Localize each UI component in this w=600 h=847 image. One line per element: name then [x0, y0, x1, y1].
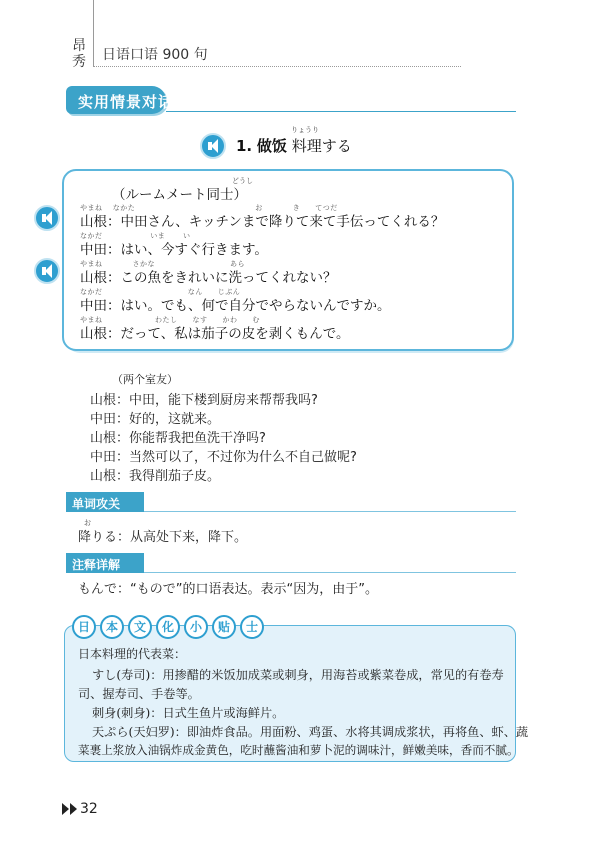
dialog-ruby: なかだ なん じぶん	[80, 288, 241, 296]
dialog-line-jp: 中田：はい。でも、何で自分でやらないんですか。	[80, 298, 391, 314]
culture-line: 天ぷら(天妇罗)：即油炸食品。用面粉、鸡蛋、水将其调成浆状，再将鱼、虾、蔬	[92, 725, 529, 739]
vocab-rule	[144, 511, 516, 512]
dialog-line-cn: 山根：我得削茄子皮。	[90, 469, 221, 484]
culture-line: 菜裹上浆放入油锅炸成金黄色，吃时蘸酱油和萝卜泥的调味汁，鲜嫩美味，香而不腻。	[78, 743, 519, 757]
audio-speaker-icon[interactable]	[200, 133, 226, 159]
culture-line: 司、握寿司、手卷等。	[78, 687, 200, 701]
audio-speaker-icon[interactable]	[34, 205, 60, 231]
vocab-entry: 降りる：从高处下来，降下。	[78, 530, 248, 545]
dialog-scene-jp: （ルームメート同士）	[112, 187, 247, 203]
notes-rule	[144, 572, 516, 573]
series-brand: 昂秀	[72, 38, 86, 70]
dialog-line-cn: 中田：好的，这就来。	[90, 412, 221, 427]
culture-title-char: 贴	[212, 615, 236, 639]
section-rule	[166, 111, 516, 112]
culture-title-char: 士	[240, 615, 264, 639]
culture-heading: 日本料理的代表菜：	[78, 647, 187, 661]
lesson-ruby: りょうり	[291, 126, 319, 134]
culture-title-char: 文	[128, 615, 152, 639]
page-number: 32	[80, 801, 98, 817]
lesson-title-cn: 做饭	[256, 137, 287, 155]
culture-line: 刺身(刺身)：日式生鱼片或海鲜片。	[92, 706, 285, 720]
dialog-line-jp: 山根：だって、私は茄子の皮を剥くもんで。	[80, 326, 350, 342]
vocab-heading: 单词攻关	[72, 497, 121, 511]
vocab-ruby: お	[84, 519, 91, 527]
lesson-number: 1.	[236, 137, 253, 155]
dialog-scene-cn: （两个室友）	[112, 373, 178, 386]
page-arrow-icon	[70, 803, 77, 815]
book-title: 日语口语 900 句	[102, 47, 208, 63]
header-divider	[93, 0, 94, 66]
dialog-line-jp: 山根：中田さん、キッチンまで降りて来て手伝ってくれる？	[80, 214, 445, 230]
dialog-line-cn: 山根：你能帮我把鱼洗干净吗?	[90, 431, 266, 446]
culture-tips-title	[72, 615, 264, 639]
header-dotted-rule	[93, 66, 461, 67]
lesson-title	[236, 135, 352, 156]
lesson-title-jp: 料理する	[291, 137, 352, 155]
dialog-line-cn: 中田：当然可以了，不过你为什么不自己做呢?	[90, 450, 357, 465]
culture-line: すし(寿司)：用掺醋的米饭加成菜或刺身，用海苔或紫菜卷成，常见的有卷寿	[92, 668, 504, 682]
culture-title-char: 化	[156, 615, 180, 639]
dialog-ruby: なかだ いま い	[80, 232, 191, 240]
dialog-ruby: やまね なかた お き てつだ	[80, 204, 338, 212]
dialog-ruby: やまね さかな あら	[80, 260, 245, 268]
notes-entry: もんで：“もので”的口语表达。表示“因为，由于”。	[78, 582, 378, 597]
dialog-line-jp: 中田：はい、今すぐ行きます。	[80, 242, 268, 258]
dialog-ruby: やまね わたし なす かわ む	[80, 316, 260, 324]
section-title: 实用情景对话	[78, 93, 175, 111]
culture-title-char: 小	[184, 615, 208, 639]
scene-ruby: どうし	[232, 177, 253, 185]
page-arrow-icon	[62, 803, 69, 815]
culture-title-char: 日	[72, 615, 96, 639]
dialog-line-jp: 山根：この魚をきれいに洗ってくれない？	[80, 270, 337, 286]
dialog-line-cn: 山根：中田，能下楼到厨房来帮帮我吗?	[90, 393, 318, 408]
audio-speaker-icon[interactable]	[34, 258, 60, 284]
culture-title-char: 本	[100, 615, 124, 639]
notes-heading: 注释详解	[72, 558, 121, 572]
